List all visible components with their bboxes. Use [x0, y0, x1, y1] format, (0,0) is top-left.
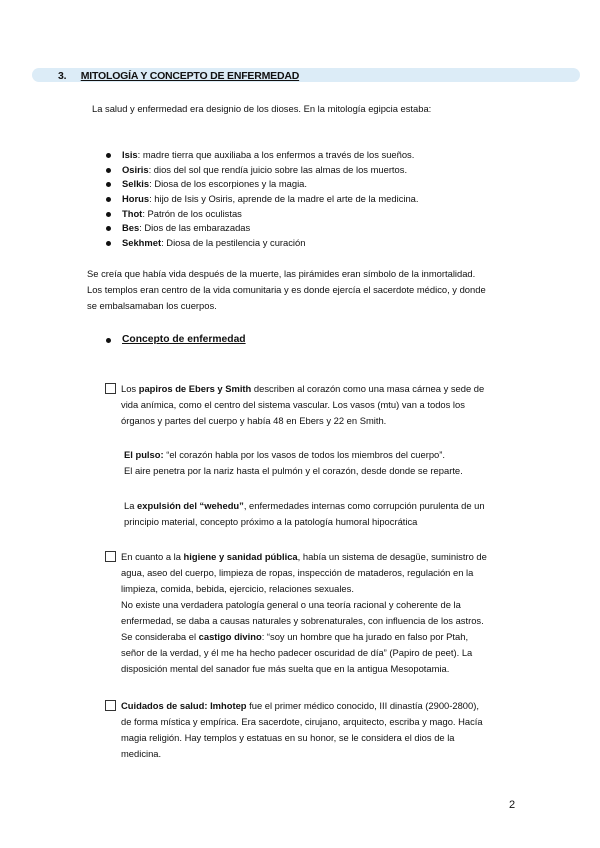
list-item [106, 221, 419, 236]
concept-heading [106, 332, 246, 348]
list-item [106, 236, 419, 251]
text-line: de forma mística y empírica. Era sacerdote, cirujano, arquitecto, escriba y mago. Hacía [121, 716, 483, 727]
god-description: : madre tierra que auxiliaba a los enfermos a través de los sueños. [137, 149, 415, 160]
text-run: describen al corazón como una masa cárnea y sede de [251, 383, 485, 394]
text-line [121, 381, 517, 397]
gods-list [106, 148, 419, 251]
section-heading [58, 69, 299, 83]
text-run: Se consideraba el [121, 631, 199, 642]
expulsion-paragraph [124, 498, 520, 530]
cuidados-paragraph [121, 698, 517, 762]
text-line [121, 698, 517, 714]
higiene-paragraph [121, 549, 517, 677]
list-item [106, 177, 419, 192]
text-line: El aire penetra por la nariz hasta el pulmón y el corazón, desde donde se reparte. [124, 465, 463, 476]
text-run: , enfermedades internas como corrupción purulenta de un [243, 500, 485, 511]
text-run: “el corazón habla por los vasos de todos los miembros del cuerpo”. [163, 449, 445, 460]
god-name: Isis [122, 149, 138, 160]
text-run: En cuanto a la [121, 551, 184, 562]
text-line: Se creía que había vida después de la muerte, las pirámides eran símbolo de la inmortalidad. [87, 268, 476, 279]
text-line: agua, aseo del cuerpo, limpieza de ropas, inspección de mataderos, regulación en la [121, 567, 474, 578]
god-name: Horus [122, 193, 150, 205]
list-item [106, 192, 419, 207]
text-line: disposición mental del sanador fue más suelta que en la antigua Mesopotamia. [121, 663, 450, 674]
text-run: Los [121, 383, 139, 394]
text-run-bold: higiene y sanidad pública [183, 551, 298, 562]
list-item [106, 163, 419, 178]
checkbox-higiene[interactable] [105, 551, 116, 562]
section-number: 3. [58, 70, 67, 82]
text-line: Los templos eran centro de la vida comunitaria y es donde ejercía el sacerdote médico, y donde [87, 284, 486, 295]
afterlife-paragraph [87, 266, 517, 314]
god-description: : Diosa de los escorpiones y la magia. [149, 178, 308, 190]
god-name: Osiris [122, 163, 149, 175]
section-title: MITOLOGÍA Y CONCEPTO DE ENFERMEDAD [80, 70, 300, 82]
text-line: se embalsamaban los cuerpos. [87, 300, 217, 311]
text-line [124, 498, 520, 514]
checkbox-cuidados[interactable] [105, 700, 116, 711]
text-line: señor de la verdad, y él me ha hecho padecer oscuridad de día” (Papiro de peet). La [121, 647, 473, 658]
text-run-bold: Cuidados de salud: Imhotep [121, 700, 247, 711]
text-line: principio material, concepto próximo a la patología humoral hipocrática [124, 516, 418, 527]
text-line: magia religión. Hay templos y estatuas en su honor, se le considera el dios de la [121, 732, 455, 743]
text-line [121, 629, 517, 645]
text-run-bold: papiros de Ebers y Smith [138, 383, 252, 394]
text-line [124, 447, 524, 463]
list-item [106, 207, 419, 222]
checkbox-papiros[interactable] [105, 383, 116, 394]
text-run: : “soy un hombre que ha jurado en falso por Ptah, [261, 631, 469, 642]
god-description: : dios del sol que rendía juicio sobre las almas de los muertos. [148, 163, 408, 175]
text-run: , había un sistema de desagüe, suministro de [297, 551, 487, 562]
text-run-bold: expulsión del “wehedu” [137, 500, 244, 511]
god-name: Sekhmet [122, 237, 162, 249]
concept-heading-label: Concepto de enfermedad [122, 334, 246, 345]
intro-paragraph: La salud y enfermedad era designio de los dioses. En la mitología egipcia estaba: [92, 103, 432, 114]
text-run: fue el primer médico conocido, III dinastía (2900-2800), [246, 700, 479, 711]
text-run-bold: castigo divino [198, 631, 262, 642]
god-description: : Diosa de la pestilencia y curación [161, 237, 306, 249]
text-line [121, 549, 517, 565]
list-item [106, 148, 419, 163]
text-line: medicina. [121, 748, 162, 759]
text-line: órganos y partes del cuerpo y había 48 en Ebers y 22 en Smith. [121, 415, 387, 426]
papiros-paragraph [121, 381, 517, 429]
text-run-bold: El pulso: [124, 449, 164, 460]
page-number: 2 [509, 799, 516, 811]
god-description: : Dios de las embarazadas [139, 222, 251, 234]
text-line: vida anímica, como el centro del sistema vascular. Los vasos (mtu) van a todos los [121, 399, 465, 410]
god-name: Bes [122, 222, 140, 234]
text-line: enfermedad, se daba a causas naturales y sobrenaturales, con influencia de los astros. [121, 615, 484, 626]
god-name: Selkis [122, 178, 150, 190]
pulso-paragraph [124, 447, 524, 479]
text-line: No existe una verdadera patología general o una teoría racional y coherente de la [121, 599, 461, 610]
text-line: limpieza, comida, bebida, ejercicio, relaciones sexuales. [121, 583, 354, 594]
god-name: Thot [122, 207, 143, 219]
text-run: La [124, 500, 138, 511]
god-description: : hijo de Isis y Osiris, aprende de la madre el arte de la medicina. [149, 193, 419, 205]
god-description: : Patrón de los oculistas [142, 207, 242, 219]
